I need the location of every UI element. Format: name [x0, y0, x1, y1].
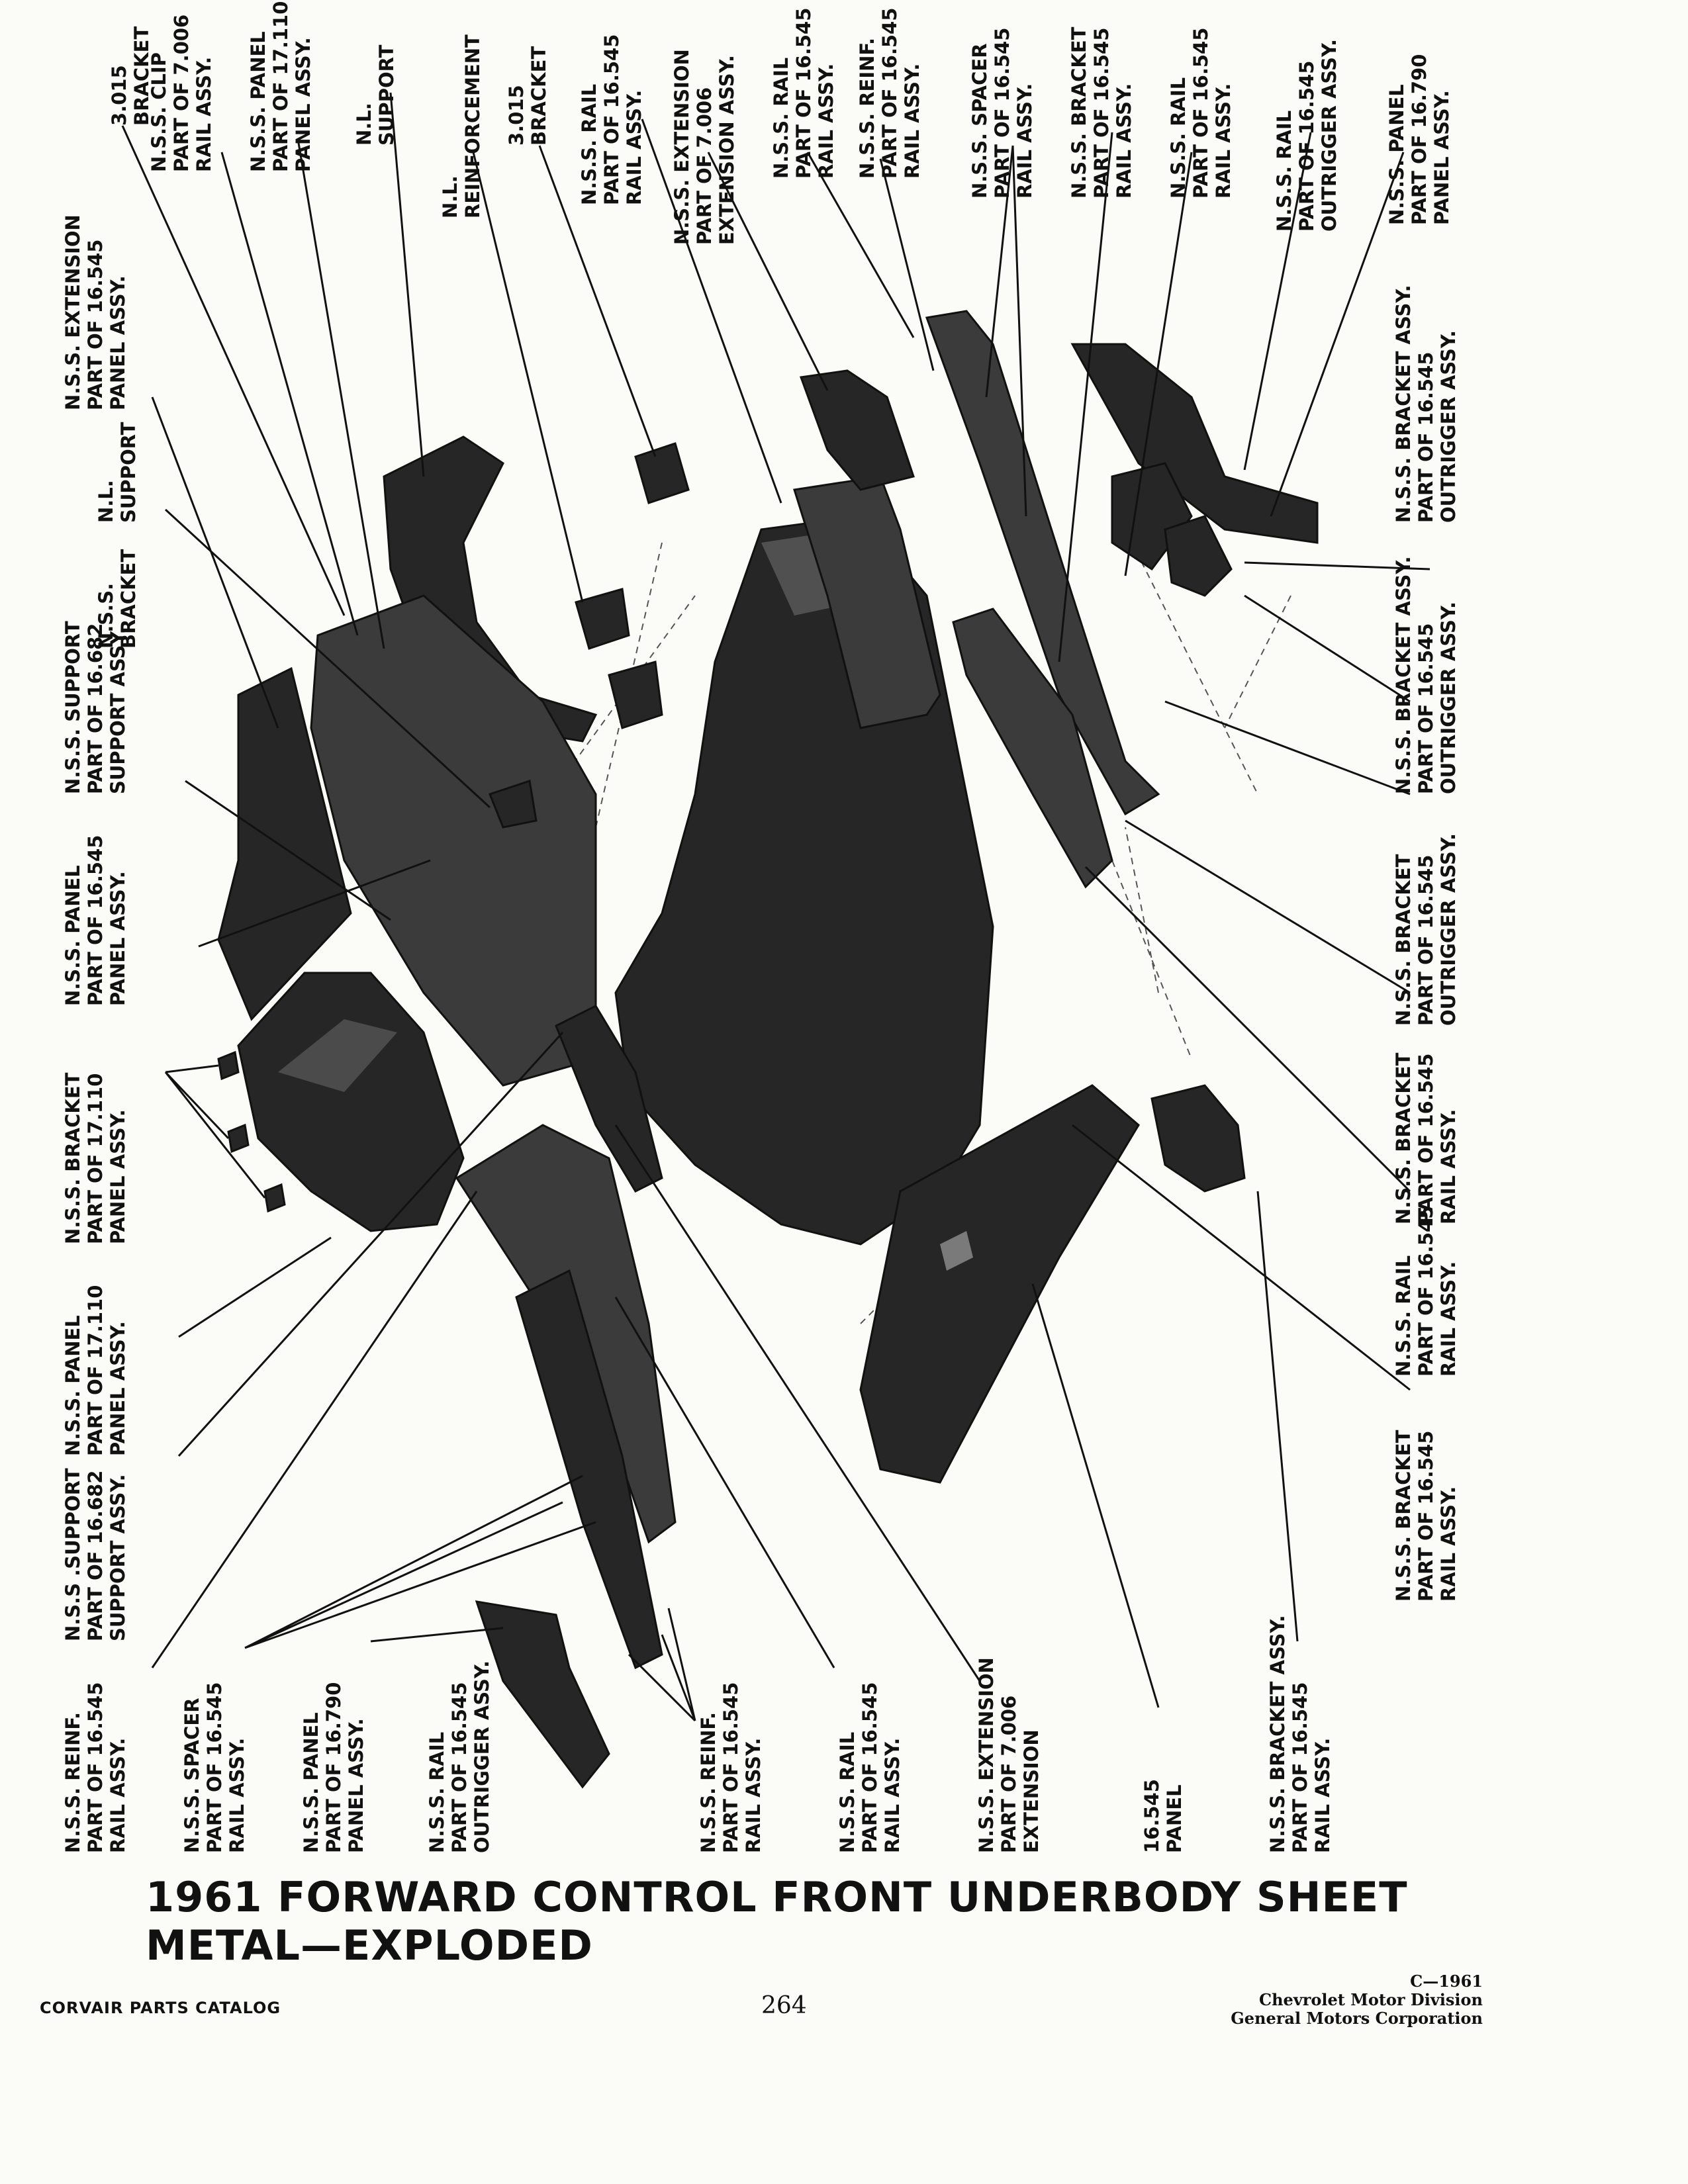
- label-top-7: [578, 34, 645, 205]
- svg-text:N.S.S. PANELPART OF 16.790PANE: N.S.S. PANELPART OF 16.790PANEL ASSY.: [1385, 54, 1453, 225]
- label-top-1: [108, 26, 153, 126]
- svg-text:16.545PANEL: 16.545PANEL: [1141, 1779, 1186, 1853]
- corporation-name: General Motors Corporation: [1231, 2009, 1483, 2028]
- svg-text:N.L.SUPPORT: N.L.SUPPORT: [95, 422, 140, 523]
- label-left-6: [62, 1072, 129, 1244]
- label-bot-5: [697, 1682, 765, 1853]
- svg-text:N.S.S. SUPPORTPART OF 16.682SU: N.S.S. SUPPORTPART OF 16.682SUPPORT ASSY.: [62, 621, 129, 794]
- label-bot-3: [300, 1682, 367, 1853]
- svg-text:N.S.S. CLIPPART OF 7.006RAIL A: N.S.S. CLIPPART OF 7.006RAIL ASSY.: [148, 14, 215, 172]
- svg-text:N.S.S. BRACKETPART OF 16.545RA: N.S.S. BRACKETPART OF 16.545RAIL ASSY.: [1392, 1430, 1460, 1602]
- label-top-14: [1273, 39, 1340, 232]
- label-left-7: [62, 1285, 129, 1456]
- svg-text:N.S.S. PANELPART OF 16.790PANE: N.S.S. PANELPART OF 16.790PANEL ASSY.: [300, 1682, 367, 1853]
- parts-drawing: [218, 311, 1317, 1787]
- catalog-name: CORVAIR PARTS CATALOG: [40, 1999, 281, 2017]
- label-left-1: [62, 214, 129, 410]
- svg-text:N.S.S. EXTENSIONPART OF 7.006E: N.S.S. EXTENSIONPART OF 7.006EXTENSION ASSY.: [671, 49, 738, 245]
- svg-text:N.S.S. RAILPART OF 16.545RAIL: N.S.S. RAILPART OF 16.545RAIL ASSY.: [1167, 27, 1235, 199]
- label-bot-2: [181, 1682, 248, 1853]
- svg-text:N.S.S. BRACKET ASSY.PART OF 16: N.S.S. BRACKET ASSY.PART OF 16.545OUTRIGGER ASSY.: [1392, 285, 1460, 523]
- svg-text:N.S.S. PANELPART OF 16.545PANE: N.S.S. PANELPART OF 16.545PANEL ASSY.: [62, 835, 129, 1006]
- copyright-year: C—1961: [1410, 1972, 1483, 1991]
- label-bot-9: [1266, 1615, 1334, 1853]
- svg-text:N.S.S. BRACKETPART OF 16.545RA: N.S.S. BRACKETPART OF 16.545RAIL ASSY.: [1068, 26, 1135, 199]
- label-top-6: [505, 46, 550, 146]
- svg-text:N.L.SUPPORT: N.L.SUPPORT: [353, 44, 398, 146]
- label-right-6: [1392, 1430, 1460, 1602]
- svg-text:N.S.S. RAILPART OF 16.545RAIL: N.S.S. RAILPART OF 16.545RAIL ASSY.: [770, 7, 837, 179]
- label-top-2: [148, 15, 215, 172]
- svg-text:N.S.S. BRACKET ASSY.PART OF 16: N.S.S. BRACKET ASSY.PART OF 16.545OUTRIGGER ASSY.: [1392, 556, 1460, 794]
- label-bot-1: [62, 1682, 129, 1853]
- svg-text:N.S.S. BRACKETPART OF 16.545RA: N.S.S. BRACKETPART OF 16.545RAIL ASSY.: [1392, 1052, 1460, 1224]
- label-top-12: [1068, 26, 1135, 199]
- label-top-5: [439, 34, 484, 218]
- label-bot-8: [1141, 1779, 1186, 1853]
- svg-text:N.S.S. EXTENSIONPART OF 7.006E: N.S.S. EXTENSIONPART OF 7.006EXTENSION: [975, 1657, 1043, 1853]
- svg-text:N.S.S. RAILPART OF 16.545RAIL: N.S.S. RAILPART OF 16.545RAIL ASSY.: [836, 1682, 904, 1853]
- copyright-block: [1231, 1972, 1483, 2028]
- svg-text:N.S.S.BRACKET: N.S.S.BRACKET: [95, 549, 140, 649]
- label-top-4: [353, 44, 398, 146]
- label-left-8: [62, 1468, 129, 1641]
- svg-text:N.S.S. BRACKETPART OF 17.110PA: N.S.S. BRACKETPART OF 17.110PANEL ASSY.: [62, 1072, 129, 1244]
- label-left-2: [95, 422, 140, 523]
- svg-text:N.S.S. PANELPART OF 17.110PANE: N.S.S. PANELPART OF 17.110PANEL ASSY.: [62, 1285, 129, 1456]
- label-top-15: [1385, 54, 1453, 225]
- svg-text:N.S.S. BRACKETPART OF 16.545OU: N.S.S. BRACKETPART OF 16.545OUTRIGGER ASSY.: [1392, 833, 1460, 1026]
- svg-text:N.S.S. SPACERPART OF 16.545RAI: N.S.S. SPACERPART OF 16.545RAIL ASSY.: [968, 27, 1036, 199]
- label-bot-4: [426, 1661, 493, 1853]
- division-name: Chevrolet Motor Division: [1259, 1990, 1483, 2009]
- svg-text:N.S.S .SUPPORTPART OF 16.682SU: N.S.S .SUPPORTPART OF 16.682SUPPORT ASSY.: [62, 1468, 129, 1641]
- svg-text:N.S.S. RAILPART OF 16.545OUTRI: N.S.S. RAILPART OF 16.545OUTRIGGER ASSY.: [426, 1660, 493, 1853]
- svg-text:N.L.REINFORCEMENT: N.L.REINFORCEMENT: [439, 34, 484, 218]
- label-top-3: [247, 1, 314, 172]
- svg-text:N.S.S. REINF.PART OF 16.545RAI: N.S.S. REINF.PART OF 16.545RAIL ASSY.: [62, 1682, 129, 1853]
- svg-text:N.S.S. SPACERPART OF 16.545RAI: N.S.S. SPACERPART OF 16.545RAIL ASSY.: [181, 1682, 248, 1853]
- label-right-1: [1392, 285, 1460, 523]
- svg-text:N.S.S. PANELPART OF 17.110PANE: N.S.S. PANELPART OF 17.110PANEL ASSY.: [247, 1, 314, 172]
- label-right-2: [1392, 556, 1460, 794]
- svg-text:N.S.S. REINF.PART OF 16.545RAI: N.S.S. REINF.PART OF 16.545RAIL ASSY.: [697, 1682, 765, 1853]
- label-right-3: [1392, 833, 1460, 1026]
- page-number: 264: [761, 1992, 807, 2019]
- label-bot-6: [836, 1682, 904, 1853]
- label-left-5: [62, 835, 129, 1006]
- label-top-8: [671, 49, 738, 245]
- label-top-11: [968, 28, 1036, 199]
- svg-text:N.S.S. BRACKET ASSY.PART OF 16: N.S.S. BRACKET ASSY.PART OF 16.545RAIL ASSY.: [1266, 1615, 1334, 1853]
- label-bot-7: [975, 1657, 1043, 1853]
- svg-text:3.015BRACKET: 3.015BRACKET: [505, 46, 550, 146]
- label-left-4: [62, 621, 129, 794]
- label-right-5: [1392, 1206, 1460, 1377]
- label-top-13: [1167, 28, 1235, 199]
- label-top-9: [770, 8, 837, 179]
- svg-text:N.S.S. EXTENSIONPART OF 16.545: N.S.S. EXTENSIONPART OF 16.545PANEL ASSY.: [62, 214, 129, 410]
- svg-text:N.S.S. REINF.PART OF 16.545RAI: N.S.S. REINF.PART OF 16.545RAIL ASSY.: [856, 7, 923, 179]
- svg-text:N.S.S. RAILPART OF 16.545OUTRI: N.S.S. RAILPART OF 16.545OUTRIGGER ASSY.: [1273, 38, 1340, 232]
- svg-text:N.S.S. RAILPART OF 16.545RAIL: N.S.S. RAILPART OF 16.545RAIL ASSY.: [578, 34, 645, 205]
- label-top-10: [856, 8, 923, 179]
- svg-text:3.015BRACKET: 3.015BRACKET: [108, 26, 153, 126]
- label-right-4: [1392, 1052, 1460, 1224]
- svg-text:N.S.S. RAILPART OF 16.545RAIL: N.S.S. RAILPART OF 16.545RAIL ASSY.: [1392, 1205, 1460, 1377]
- page-title: 1961 FORWARD CONTROL FRONT UNDERBODY SHEET METAL—EXPLODED: [146, 1873, 1408, 1970]
